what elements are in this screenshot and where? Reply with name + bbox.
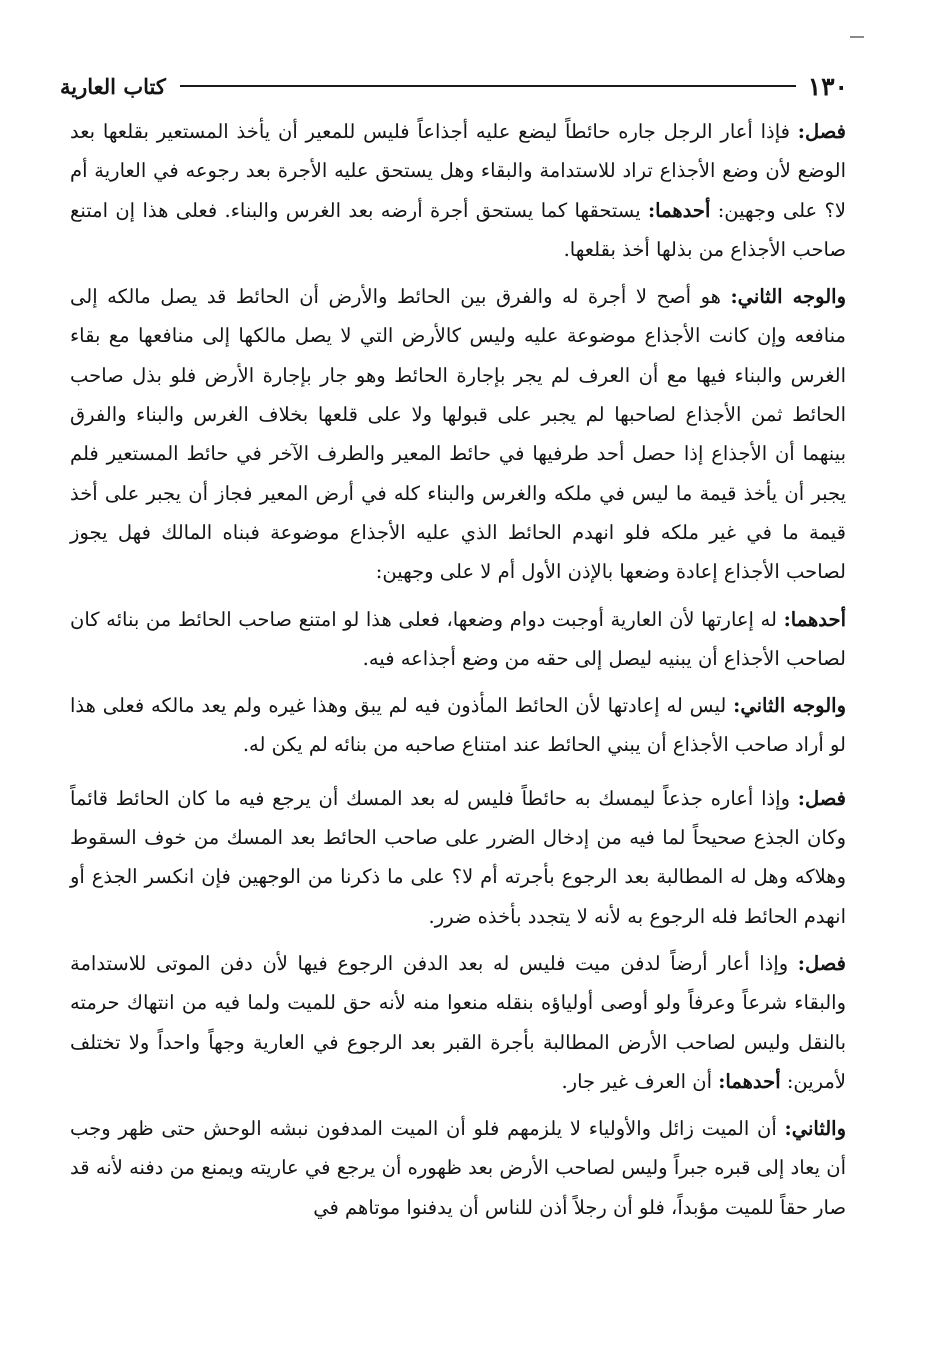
book-title: كتاب العارية — [60, 73, 166, 99]
page-header — [60, 66, 848, 106]
paragraph-text: وإذا أعار أرضاً لدفن ميت فليس له بعد الدفن الرجوع فيها لأن دفن الموتى للاستدامة والبقاء شرعاً وعرفاً ولو أوصى أولياؤه بنقله منعوا منه لأنه حق للميت ولما فيه من انتهاك حرمته بالنقل وليس لصاحب الأرض المطالبة بأجرة القبر بعد الرجوع في العارية وجهاً واحداً ولا تختلف لأمرين: — [70, 951, 846, 1093]
paragraph-heading: والوجه الثاني: — [730, 285, 846, 309]
paragraph-second-view — [70, 277, 846, 591]
paragraph-heading: أحدهما: — [783, 607, 846, 631]
paragraph-heading: والوجه الثاني: — [733, 694, 846, 718]
paragraph-heading: فصل: — [797, 951, 846, 975]
page-corner-mark — [850, 36, 864, 38]
paragraph-second-option — [70, 686, 846, 765]
paragraph-second-reason — [70, 1109, 846, 1227]
paragraph-heading: والثاني: — [784, 1117, 846, 1141]
header-rule — [180, 85, 796, 87]
paragraph-heading: فصل: — [797, 786, 846, 810]
page-number: ١٣٠ — [807, 71, 848, 101]
paragraph-text: له إعارتها لأن العارية أوجبت دوام وضعها، فعلى هذا لو امتنع صاحب الحائط من بنائه كان لصاحب الأجذاع أن يبنيه ليصل إلى حقه من وضع أجذاعه فيه. — [70, 607, 846, 670]
paragraph-first-option — [70, 600, 846, 679]
paragraph-fasl-lending-wall — [70, 112, 846, 269]
paragraph-text: هو أصح لا أجرة له والفرق بين الحائط والأرض أن الحائط قد يصل مالكه إلى منافعه وإن كانت الأجذاع موضوعة عليه وليس كالأرض التي لا يصل مالكها إلى منافعها مع بقاء الغرس والبناء فيها مع أن العرف لم يجر بإجارة الحائط وهو جار بإجارة الأرض فلو بذل صاحب الحائط ثمن الأجذاع لصاحبها لم يجبر على قبولها ولا على قلعها بخلاف الغرس والبناء والفرق بينهما أن الأجذاع إذا حصل أحد طرفيها في حائط المعير والطرف الآخر في حائط المستعير فلم يجبر أن يأخذ قيمة ما ليس في ملكه والغرس والبناء كله في أرض المعير فجاز أن يجبر على أخذ قيمة ما في غير ملكه فلو انهدم الحائط الذي عليه الأجذاع موضوعة فبناه المالك فهل يجوز لصاحب الأجذاع إعادة وضعها بالإذن الأول أم لا على وجهين: — [70, 285, 846, 584]
paragraph-text: أن العرف غير جار. — [561, 1069, 719, 1093]
inline-heading: أحدهما: — [718, 1069, 781, 1093]
paragraph-fasl-beam — [70, 779, 846, 936]
paragraph-text: يستحقها كما يستحق أجرة أرضه بعد الغرس والبناء. فعلى هذا إن امتنع صاحب الأجذاع من بذلها أخذ بقلعها. — [70, 198, 846, 261]
inline-heading: أحدهما: — [647, 198, 711, 222]
paragraph-fasl-burial — [70, 944, 846, 1101]
paragraph-text: فإذا أعار الرجل جاره حائطاً ليضع عليه أجذاعاً فليس للمعير أن يأخذ المستعير بقلعها بعد الوضع لأن وضع الأجذاع تراد للاستدامة والبقاء وهل يستحق عليه الأجرة بعد رجوعه في العارية أم لا؟ على وجهين: — [70, 120, 847, 222]
paragraph-text: أن الميت زائل والأولياء لا يلزمهم فلو أن الميت المدفون نبشه الوحش حتى ظهر وجب أن يعاد إلى قبره جبراً وليس لصاحب الأرض بعد ظهوره أن يرجع في عاريته ويمنع من دفنه لأنه قد صار حقاً للميت مؤبداً، فلو أن رجلاً أذن للناس أن يدفنوا موتاهم في — [70, 1117, 846, 1219]
paragraph-text: وإذا أعاره جذعاً ليمسك به حائطاً فليس له بعد المسك أن يرجع فيه ما كان الحائط قائماً وكان الجذع صحيحاً لما فيه من إدخال الضرر على صاحب الحائط بعد المسك من خوف السقوط وهلاكه وهل له المطالبة بعد الرجوع بأجرته أم لا؟ على ما ذكرنا من الوجهين فإن انكسر الجذع أو انهدم الحائط فله الرجوع به لأنه لا يتجدد بأخذه ضرر. — [70, 786, 846, 928]
paragraph-text: ليس له إعادتها لأن الحائط المأذون فيه لم يبق وهذا غيره ولم يعد مالكه فعلى هذا لو أراد صاحب الأجذاع أن يبني الحائط عند امتناع صاحبه من بنائه لم يكن له. — [70, 694, 846, 757]
page-body — [70, 112, 846, 1235]
paragraph-heading: فصل: — [797, 120, 846, 143]
